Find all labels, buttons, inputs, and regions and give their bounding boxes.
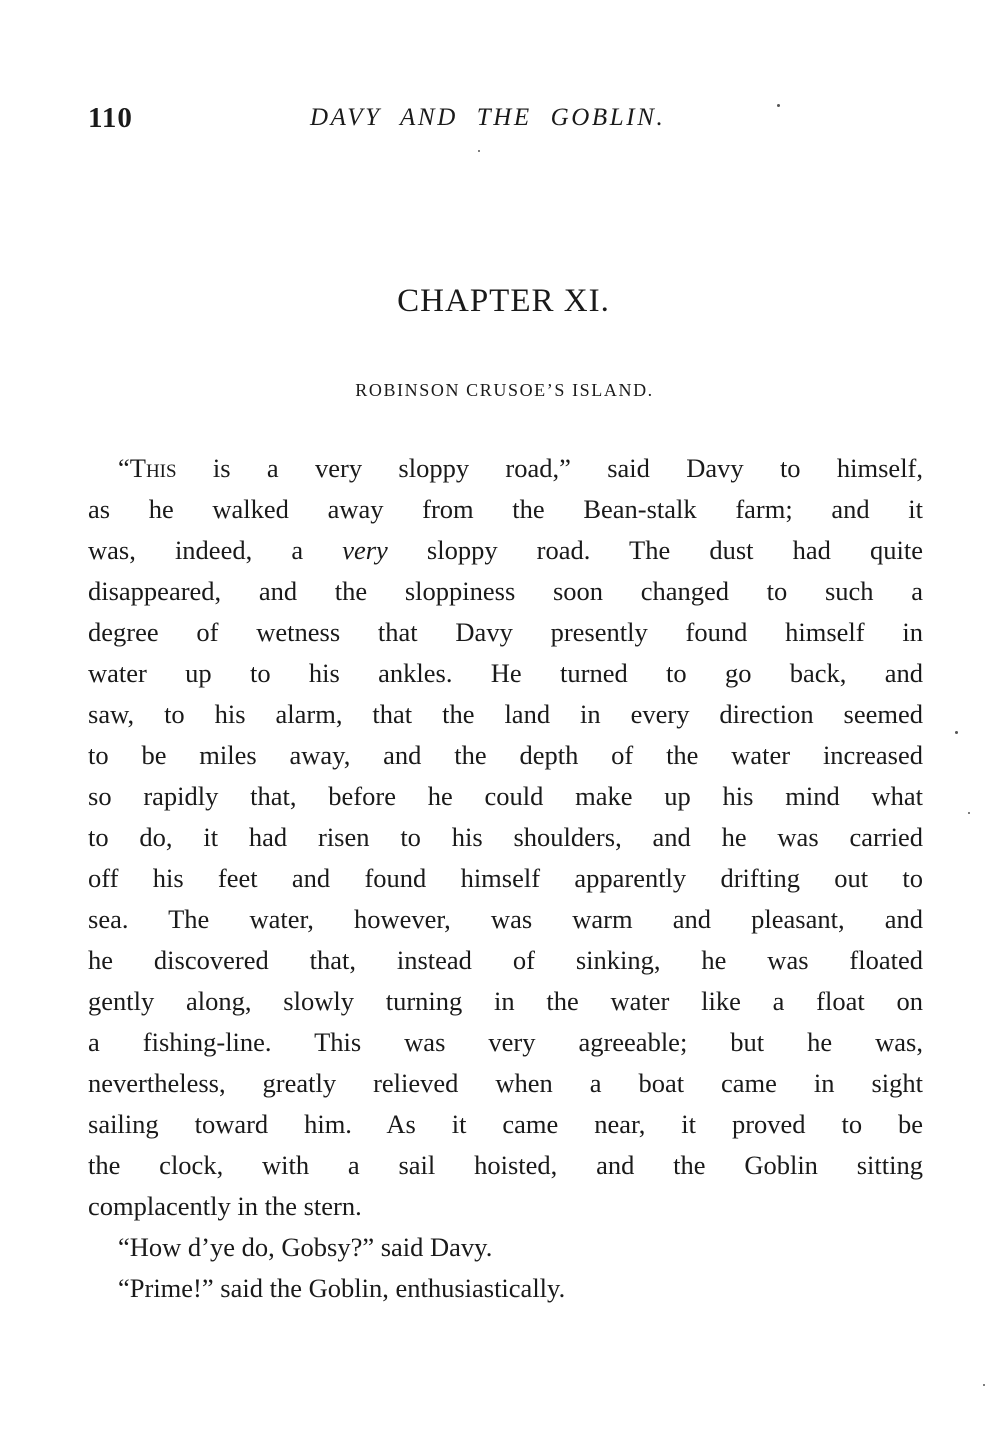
paragraph-line: a fishing-line. This was very agreeable; but he was,: [88, 1027, 923, 1057]
speck-mark: [478, 150, 480, 152]
paragraph-line: off his feet and found himself apparently drifting out to: [88, 863, 923, 893]
speck-mark: [777, 104, 780, 107]
running-head: [88, 102, 923, 142]
paragraph-line: degree of wetness that Davy presently found himself in: [88, 617, 923, 647]
paragraph-line: gently along, slowly turning in the water like a float on: [88, 986, 923, 1016]
paragraph-line: to be miles away, and the depth of the water increased: [88, 740, 923, 770]
paragraph-line: nevertheless, greatly relieved when a boat came in sight: [88, 1068, 923, 1098]
line-text: was, indeed, a: [88, 535, 343, 565]
paragraph-line: as he walked away from the Bean-stalk farm; and it: [88, 494, 923, 524]
paragraph-line: sailing toward him. As it came near, it proved to be: [88, 1109, 923, 1139]
paragraph-line: so rapidly that, before he could make up his mind what: [88, 781, 923, 811]
paragraph-line: complacently in the stern.: [88, 1191, 362, 1221]
paragraph-line: [88, 530, 923, 571]
chapter-subtitle: ROBINSON CRUSOE’S ISLAND.: [355, 380, 654, 400]
dialogue-line: “How d’ye do, Gobsy?” said Davy.: [118, 1232, 493, 1262]
chapter-title: CHAPTER XI.: [397, 283, 610, 319]
speck-mark: [955, 731, 958, 734]
open-quote: “: [118, 453, 130, 483]
paragraph-line: disappeared, and the sloppiness soon changed to such a: [88, 576, 923, 606]
line-text: sloppy road. The dust had quite: [387, 535, 923, 565]
running-title: DAVY AND THE GOBLIN.: [310, 104, 666, 131]
dialogue-line: “Prime!” said the Goblin, enthusiastically.: [118, 1273, 566, 1303]
page-number: 110: [88, 102, 133, 134]
paragraph-line: sea. The water, however, was warm and pleasant, and: [88, 904, 923, 934]
emphasis-text: very: [342, 535, 388, 565]
paragraph-line: the clock, with a sail hoisted, and the Goblin sitting: [88, 1150, 923, 1180]
speck-mark: [983, 1384, 985, 1386]
paragraph-line: [88, 448, 923, 489]
first-word: This: [129, 453, 177, 483]
chapter-body: [88, 448, 923, 1309]
paragraph-line: water up to his ankles. He turned to go back, and: [88, 658, 923, 688]
paragraph-line: to do, it had risen to his shoulders, and he was carried: [88, 822, 923, 852]
speck-mark: [968, 812, 970, 814]
first-line-rest: is a very sloppy road,” said Davy to himself,: [176, 453, 923, 483]
paragraph-line: he discovered that, instead of sinking, he was floated: [88, 945, 923, 975]
paragraph-line: saw, to his alarm, that the land in every direction seemed: [88, 699, 923, 729]
